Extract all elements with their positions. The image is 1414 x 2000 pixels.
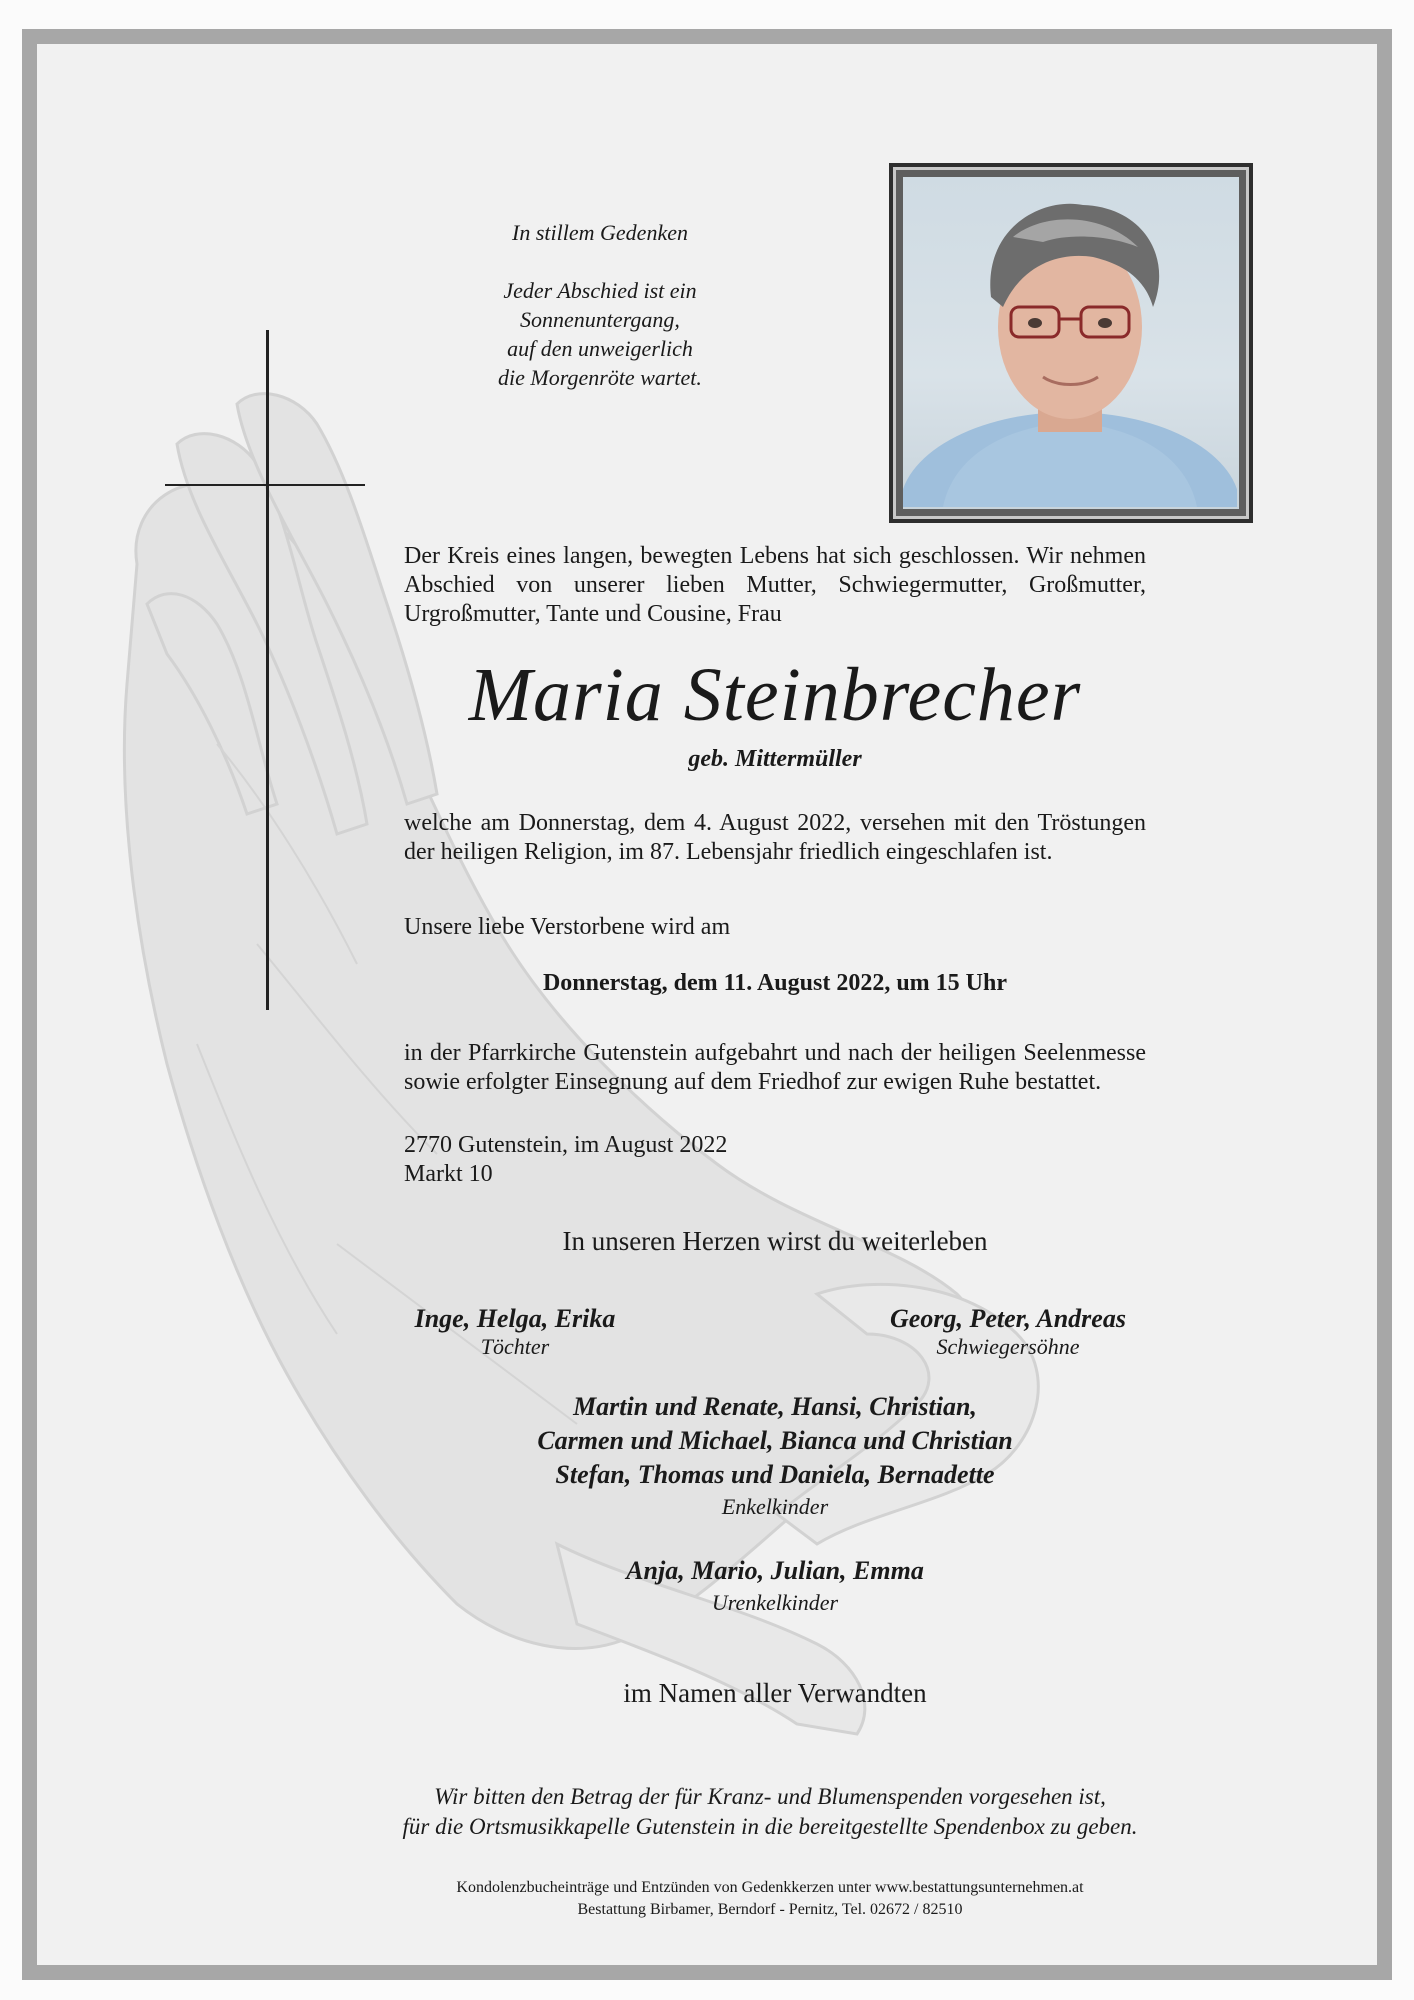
great-grandchildren-names: Anja, Mario, Julian, Emma xyxy=(626,1556,924,1585)
motto-line: Jeder Abschied ist ein xyxy=(503,278,697,303)
motto-verse xyxy=(370,276,830,392)
portrait-photo-frame xyxy=(889,163,1253,523)
motto-line: auf den unweigerlich xyxy=(507,336,693,361)
footer-line: Kondolenzbucheinträge und Entzünden von Gedenkkerzen unter www.bestattungsunternehmen.at xyxy=(456,1879,1084,1896)
footer-contact xyxy=(330,1877,1210,1921)
daughters-block xyxy=(380,1304,650,1360)
sons-in-law-names: Georg, Peter, Andreas xyxy=(890,1304,1126,1333)
sons-in-law-role: Schwiegersöhne xyxy=(936,1334,1080,1359)
portrait-person-icon xyxy=(903,177,1237,507)
daughters-names: Inge, Helga, Erika xyxy=(414,1304,616,1333)
donation-line: für die Ortsmusikkapelle Gutenstein in die bereitgestellte Spendenbox zu geben. xyxy=(402,1814,1138,1839)
address-line: 2770 Gutenstein, im August 2022 xyxy=(404,1132,728,1158)
funeral-place-paragraph: in der Pfarrkirche Gutenstein aufgebahrt und nach der heiligen Seelenmesse sowie erfolgter Einsegnung auf dem Friedhof zur ewigen Ruhe bestattet. xyxy=(404,1040,1146,1095)
grandchildren-line: Martin und Renate, Hansi, Christian, xyxy=(573,1392,977,1421)
donation-note xyxy=(330,1782,1210,1842)
motto-heading: In stillem Gedenken xyxy=(512,220,688,245)
cross-horizontal xyxy=(165,484,365,486)
intro-paragraph: Der Kreis eines langen, bewegten Lebens hat sich geschlossen. Wir nehmen Abschied von unserer lieben Mutter, Schwiegermutter, Großmutter, Urgroßmutter, Tante und Cousine, Frau xyxy=(404,543,1146,627)
deceased-name: Maria Steinbrecher xyxy=(468,653,1082,737)
grandchildren-line: Stefan, Thomas und Daniela, Bernadette xyxy=(555,1460,995,1489)
motto-line: die Morgenröte wartet. xyxy=(498,365,702,390)
cross-vertical xyxy=(266,330,269,1010)
card-background xyxy=(37,44,1377,1965)
grandchildren-block xyxy=(360,1390,1190,1492)
footer-line: Bestattung Birbamer, Berndorf - Pernitz, Tel. 02672 / 82510 xyxy=(577,1901,963,1918)
death-paragraph: welche am Donnerstag, dem 4. August 2022, versehen mit den Tröstungen der heiligen Religion, im 87. Lebensjahr friedlich eingeschlafen ist. xyxy=(404,810,1146,865)
remembrance-line: In unseren Herzen wirst du weiterleben xyxy=(562,1226,988,1256)
portrait-photo xyxy=(903,177,1239,509)
address-line: Markt 10 xyxy=(404,1161,493,1187)
great-grandchildren-role: Urenkelkinder xyxy=(711,1590,839,1615)
maiden-name: geb. Mittermüller xyxy=(688,746,862,772)
address-block xyxy=(404,1131,1146,1189)
motto-line: Sonnenuntergang, xyxy=(520,307,680,332)
grandchildren-role: Enkelkinder xyxy=(721,1494,829,1519)
closing-relatives: im Namen aller Verwandten xyxy=(623,1678,927,1708)
daughters-role: Töchter xyxy=(480,1334,550,1359)
donation-line: Wir bitten den Betrag der für Kranz- und Blumenspenden vorgesehen ist, xyxy=(434,1784,1106,1809)
grandchildren-line: Carmen und Michael, Bianca und Christian xyxy=(537,1426,1013,1455)
announce-text: Unsere liebe Verstorbene wird am xyxy=(404,914,731,940)
sons-in-law-block xyxy=(858,1304,1158,1360)
funeral-date: Donnerstag, dem 11. August 2022, um 15 Uhr xyxy=(542,970,1008,996)
